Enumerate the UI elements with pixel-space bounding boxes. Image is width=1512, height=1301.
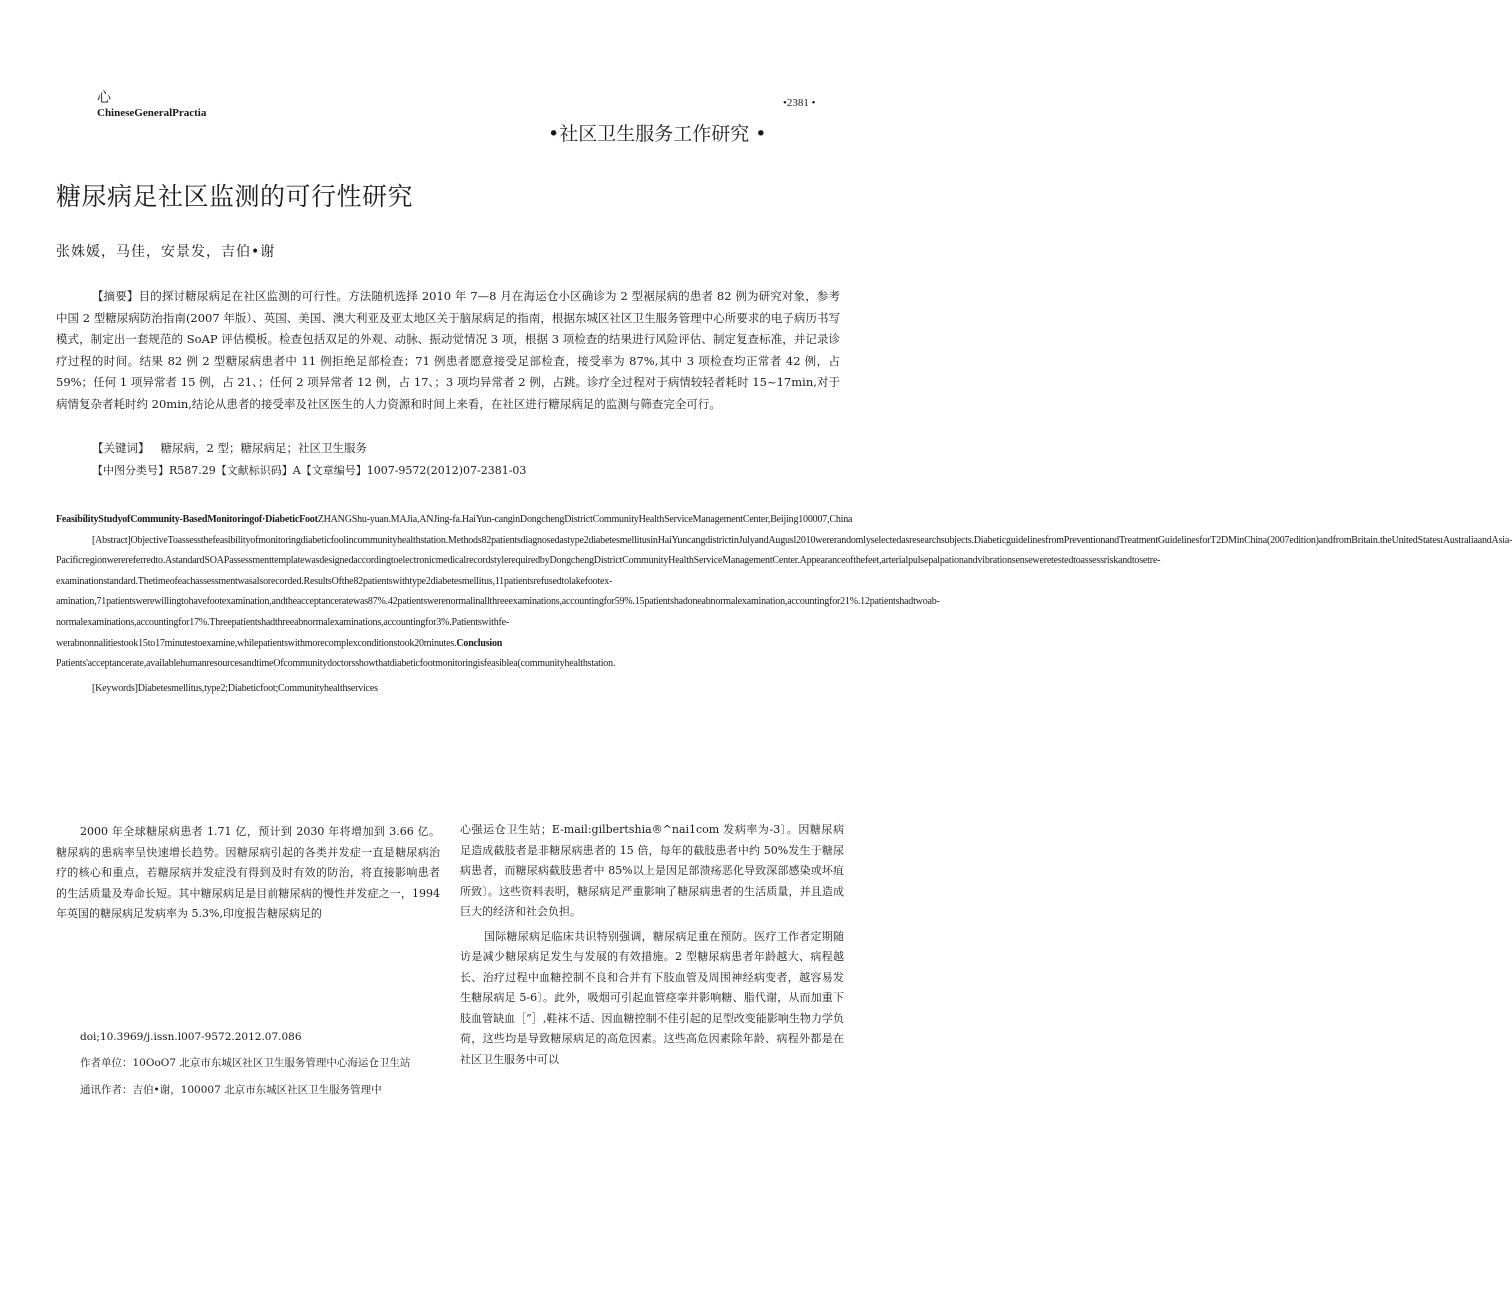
page-number: •2381 • (783, 97, 816, 109)
body-paragraph: 国际糖尿病足临床共识特别强调，糖尿病足重在预防。医疗工作者定期随访是减少糖尿病足发生与发展的有效措施。2 型糖尿病患者年龄越大、病程越长、治疗过程中血糖控制不良和合并有下肢血管及周围神经病变者，越容易发生糖尿病足 5-6〕。此外，吸烟可引起血管痉挛并影响糖、脂代谢，从而加重下肢血管缺血［”］,鞋袜不适、因血糖控制不佳引起的足型改变能影响生物力学负荷，这些均是导致糖尿病足的高危因素。这些高危因素除年龄、病程外都是在社区卫生服务中可以 (460, 929, 844, 1066)
english-conclusion: Patients'acceptancerate,availablehumanresourcesandtimeOfcommunitydoctorsshowthatdiabeticfootmonitoringisfeasiblea(communityhealthstation. (56, 658, 616, 670)
keywords-cn (92, 440, 367, 456)
author-unit-note: 作者单位：10OoO7 北京市东城区社区卫生服务管理中心海运仓卫生站 (80, 1057, 411, 1069)
article-authors: 张姝媛，马佳，安景发，吉伯•谢 (56, 244, 276, 260)
article-title: 糖尿病足社区监测的可行性研究 (56, 182, 414, 211)
english-title-line (56, 510, 856, 531)
body-right-column (460, 820, 844, 1070)
english-abstract (56, 531, 1512, 655)
journal-name-cn: 心 (97, 90, 111, 106)
body-left-column (56, 822, 440, 1100)
english-keywords: [Keywords]Diabetesmellitus,type2;Diabeticfoot;Communityhealthservices (92, 682, 378, 694)
abstract-text-part2: 82 例 2 型糖尿病患者中 11 例拒绝足部检查；71 例患者愿意接受足部检査，接受率为 87%,其中 3 项检查均正常者 42 例，占 59%；任何 1 项异常者 15 例，占 21、；任何 2 项异常者 12 例，占 17、；3 项均异常者 2 例，占跳。诊疗全过程对于病情较轻者耗时 15~17min,对于病情复杂者耗时约 20min,结论从患者的接受率及社区医生的人力资源和时间上来看，在社区进行糖尿病足的监测与筛查完全可行。 (56, 353, 841, 411)
abstract-text-part1: 目的探讨糖尿病足在社区监测的可行性。方法随机选择 2010 年 7—8 月在海运仓小区确诊为 2 型裾尿病的患者 82 例为研究对象，参考中国 2 型糖尿病防治指南(2007 年版）、英国、美国、澳大利亚及亚太地区关于脑尿病足的指南，根据东城区社区卫生服务管理中心所要求的电子病历书写模式，制定出一套规范的 SoAP 评估模板。检查包括双足的外观、动脉、振动觉情况 3 项，根据 3 项检查的结果进行风险评估、制定复查标准，并记录诊疗过程的时间。 (56, 289, 840, 368)
abstract-label: 【摘要】 (92, 289, 139, 303)
keywords-text: 糖尿病，2 型；糖尿病足；社区卫生服务 (160, 441, 367, 455)
body-paragraph: 2000 年全球糖尿病患者 1.71 亿，预计到 2030 年将增加到 3.66 亿。糖尿病的患病率呈快速增长趋势。因糖尿病引起的各类并发症一直是糖尿病治疗的核心和重点，若糖尿病并发症没有得到及时有效的防治，将直接影响患者的生活质量及寿命长短。其中糖尿病足是目前糖尿病的慢性并发症之一，1994 年英国的糖尿病足发病率为 5.3%,印度报告糖尿病足的 (56, 825, 440, 920)
classification-line: 【中图分类号】R587.29【文献标识码】A【文章编号】1007-9572(2012)07-2381-03 (92, 464, 527, 477)
english-title: FeasibilityStudyofCommunity-BasedMonitoringof·DiabeticFoot (56, 514, 318, 525)
english-authors: ZHANGShu-yuan.MAJia,ANJing-fa.HaiYun-canginDongchengDistrictCommunityHealthServiceManagementCenter,Beijing100007,China (317, 514, 853, 525)
keywords-label: 【关键词】 (92, 441, 150, 455)
english-abstract-block (56, 510, 1512, 699)
corresponding-author-note: 通讯作者：吉伯•谢，100007 北京市东城区社区卫生服务管理中 (80, 1083, 382, 1096)
body-paragraph: 心强运仓卫生站；E-mail:gilbertshia®^nai1com 发病率为-3〕。因糖尿病足造成截肢者是非糖尿病患者的 15 倍，每年的截肢患者中约 50%发生于糖尿病患者，而糖尿病截肢患者中 85%以上是因足部溃疡恶化导致深部感染或坏疽所致〕。这些资料表明，糖尿病足严重影响了糖尿病患者的生活质量，并且造成巨大的经济和社会负担。 (460, 823, 844, 918)
abstract-cn (56, 286, 840, 415)
results-label: 结果 (139, 353, 164, 368)
section-column-title: •社区卫生服务工作研究 • (548, 123, 767, 145)
english-conclusion-label: Conclusion (456, 637, 503, 649)
english-abstract-text: [Abstract]ObjectiveToassessthefeasibilityofmonitoringdiabeticfoolincommunityhealthstation.Methods82patientsdiagnosedastype2diabetesmellitusinHaiYuncangdistrictinJulyandAugusl2010wererandomlyselectedasresearchsubjects.DiabeticguidelinesfromPreventionandTreatmentGuidelinesforT2DMinChina(2007edition)andfromBritain.theUnitedStatesıAustraliaandAsia-Pacificregionwerereferredto.AstandardSOAPassessmenttemplatewasdesignedaccordingtoelectronicmedicalrecordstylerequiredbyDongchengDistrictCommunityHealthServiceManagementCenter.Appearanceofthefeet,arterialpulsepalpationandvibrationsenseweretestedtoassessriskandtosetre-examinationstandard.Thetimeofeachassessmentwasalsorecorded.ResultsOfthe82patientswithtype2diabetesmellitus,11patientsrefusedtolakefootex-amination,71patientswerewillingtohavefootexamination,andtheacceptanceratewas87%.42patientswerenormalinallthreeexaminations,accountingfor59%.15patientshadoneabnormalexamination,accountingfor21%.12patientshadtwoab-normalexaminations,accountingfor17%.Threepatientshadthreeabnormalexaminations,accountingfor3%.Patientswithfe-werabnonnalitiestook15to17minutestoexamine,whilepatientswithmorecomplexconditionstook20minutes. (56, 534, 1512, 649)
journal-name-en: ChineseGeneralPractia (97, 107, 207, 119)
doi-note: doi;10.3969/j.issn.l007-9572.2012.07.086 (80, 1030, 302, 1043)
